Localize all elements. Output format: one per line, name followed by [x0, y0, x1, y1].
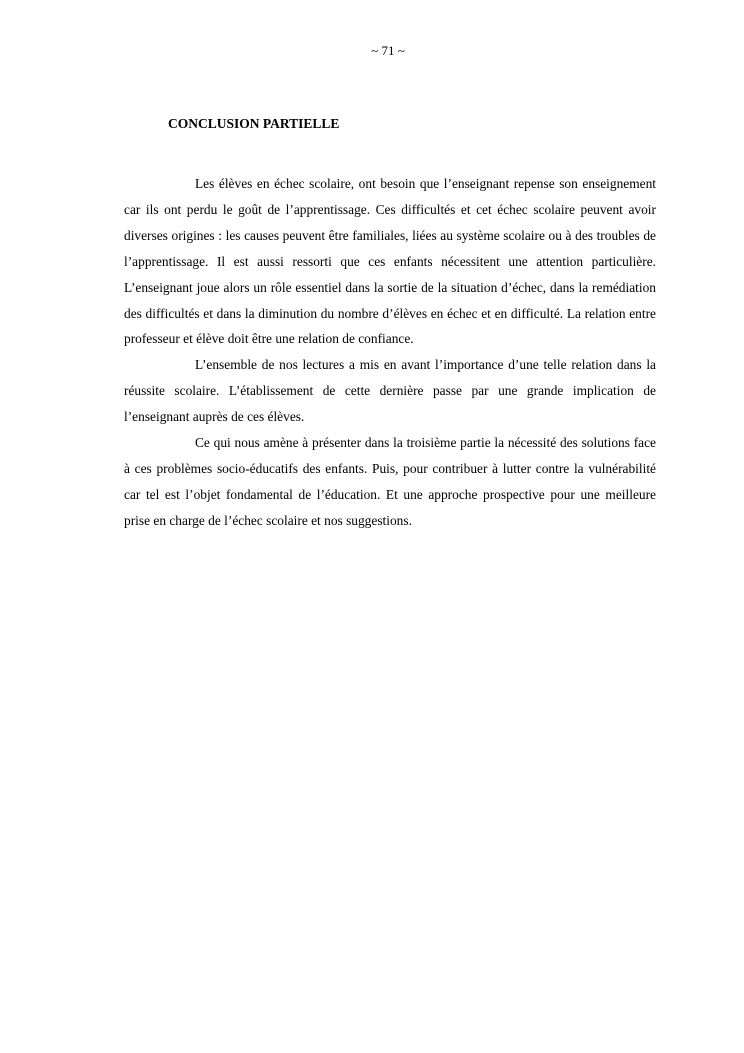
body-text: [124, 171, 656, 534]
section-heading: CONCLUSION PARTIELLE: [168, 116, 340, 131]
page-number: ~ 71 ~: [371, 43, 405, 58]
paragraph-3: Ce qui nous amène à présenter dans la troisième partie la nécessité des solutions face à ces problèmes socio-éducatifs des enfants. Puis, pour contribuer à lutter contre la vulnérabilité car tel est l’objet fondamental de l’éducation. Et une approche prospective pour une meilleure prise en charge de l’échec scolaire et nos suggestions.: [124, 435, 656, 528]
paragraph-2: L’ensemble de nos lectures a mis en avant l’importance d’une telle relation dans la réussite scolaire. L’établissement de cette dernière passe par une grande implication de l’enseignant auprès de ces élèves.: [124, 357, 656, 425]
paragraph-1: Les élèves en échec scolaire, ont besoin que l’enseignant repense son enseignement car ils ont perdu le goût de l’apprentissage. Ces difficultés et cet échec scolaire peuvent avoir diverses origines : les causes peuvent être familiales, liées au système scolaire ou à des troubles de l’apprentissage. Il est aussi ressorti que ces enfants nécessitent une attention particulière. L’enseignant joue alors un rôle essentiel dans la sortie de la situation d’échec, dans la remédiation des difficultés et dans la diminution du nombre d’élèves en échec et en difficulté. La relation entre professeur et élève doit être une relation de confiance.: [124, 176, 656, 347]
